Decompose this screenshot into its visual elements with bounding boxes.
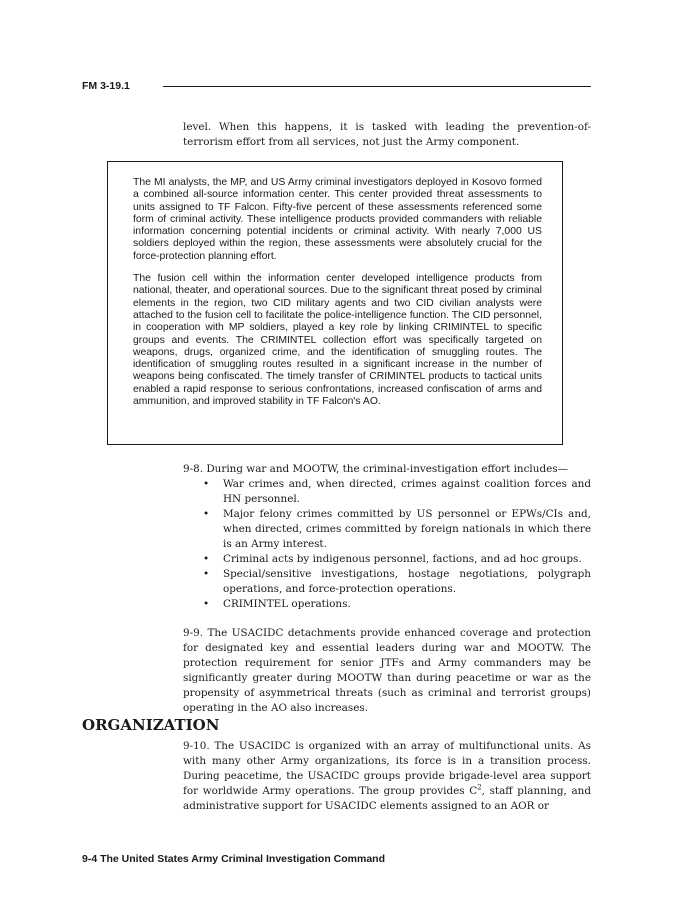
- list-item: • Criminal acts by indigenous personnel, factions, and ad hoc groups.: [203, 553, 582, 565]
- paragraph-9-10: 9-10. The USACIDC is organized with an array of multifunctional units. As with many other Army organizations, its force is in a transition process. During peacetime, the USACIDC groups provide brigade-level area support for worldwide Army operations. The group provides $C^2$, staff planning, and administrative support for USACIDC elements assigned to an AOR or: [183, 740, 591, 812]
- list-item: • War crimes and, when directed, crimes against coalition forces and HN personnel.: [203, 478, 591, 505]
- running-header-document-id: FM 3-19.1: [82, 80, 130, 92]
- vignette-paragraph-2: The fusion cell within the information center developed intelligence products from national, theater, and operational sources. Due to the significant threat posed by criminal elements in the region, two CID military agents and two CID civilian analysts were attached to the fusion cell to facilitate the police-intelligence function. The CID personnel, in cooperation with MP soldiers, played a key role by linking CRIMINTEL to specific groups and events. The CRIMINTEL collection effort was specifically targeted on weapons, drugs, organized crime, and the identification of smuggling routes. The identification of smuggling routes resulted in a significant increase in the number of weapons being confiscated. The timely transfer of CRIMINTEL products to tactical units enabled a rapid response to serious confrontations, increased confiscation of arms and ammunition, and improved stability in TF Falcon's AO.: [133, 273, 542, 408]
- bullet-icon: •: [203, 478, 210, 490]
- bullet-icon: •: [203, 508, 210, 520]
- list-item: • Special/sensitive investigations, hostage negotiations, polygraph operations, and force-protection operations.: [203, 568, 591, 595]
- vignette-box: [107, 161, 563, 445]
- intro-paragraph: level. When this happens, it is tasked with leading the prevention-of-terrorism effort from all services, not just the Army component.: [183, 121, 591, 148]
- vignette-paragraph-1: The MI analysts, the MP, and US Army criminal investigators deployed in Kosovo formed a combined all-source information center. This center provided threat assessments to units assigned to TF Falcon. Fifty-five percent of these assessments referenced some form of criminal activity. These intelligence products provided commanders with reliable information concerning potential incidents or criminal activity. With nearly 7,000 US soldiers deployed within the region, these assessments were absolutely crucial for the force-protection planning effort.: [133, 177, 542, 262]
- paragraph-9-8: [183, 462, 591, 612]
- bullet-icon: •: [203, 598, 210, 610]
- criminal-investigation-list: [183, 477, 591, 612]
- header-rule: [163, 86, 591, 87]
- list-item: • CRIMINTEL operations.: [203, 598, 351, 610]
- paragraph-9-8-lead: 9-8. During war and MOOTW, the criminal-investigation effort includes—: [183, 463, 568, 475]
- section-heading: ORGANIZATION: [82, 716, 220, 734]
- bullet-icon: •: [203, 568, 210, 580]
- paragraph-9-9: 9-9. The USACIDC detachments provide enhanced coverage and protection for designated key and essential leaders during war and MOOTW. The protection requirement for senior JTFs and Army commanders may be significantly greater during MOOTW than during peacetime or war as the propensity of asymmetrical threats (such as criminal and terrorist groups) operating in the AO also increases.: [183, 627, 591, 714]
- page-footer: 9-4 The United States Army Criminal Investigation Command: [82, 853, 386, 865]
- list-item: • Major felony crimes committed by US personnel or EPWs/CIs and, when directed, crimes committed by foreign nationals in which there is an Army interest.: [203, 508, 591, 550]
- superscript: 2: [477, 783, 482, 792]
- bullet-icon: •: [203, 553, 210, 565]
